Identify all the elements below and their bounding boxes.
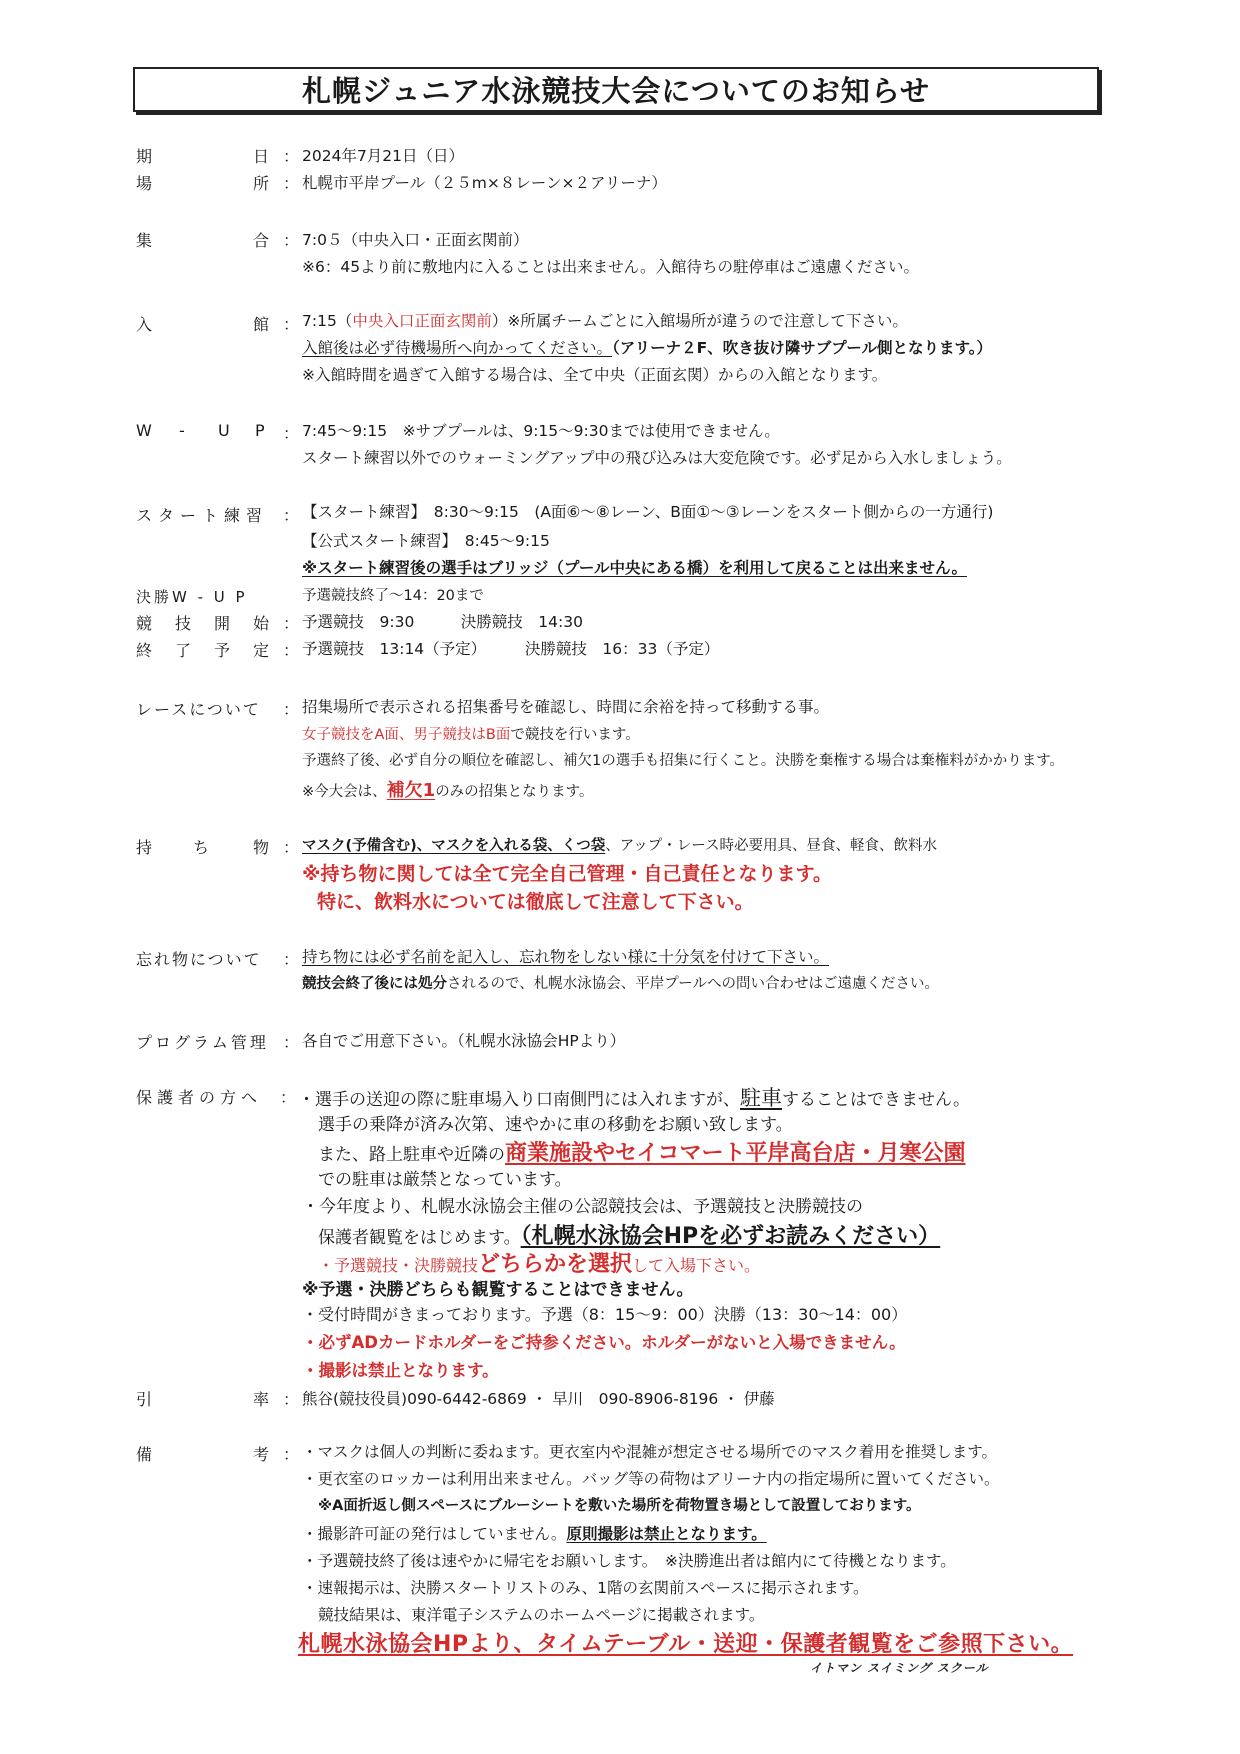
- colon: ：: [280, 1088, 297, 1107]
- label-race: レースについて: [136, 700, 261, 719]
- notes-line8: 札幌水泳協会HPより、タイムテーブル・送迎・保護者観覧をご参照下さい。: [298, 1632, 1074, 1657]
- entry-line2: 入館後は必ず待機場所へ向かってください。（アリーナ２F、吹き抜け隣サブプール側となります。）: [302, 339, 992, 357]
- guardians-line9: ・受付時間がきまっております。予選（8：15～9：00）決勝（13：30～14：00）: [302, 1305, 908, 1324]
- guardians-line5: ・今年度より、札幌水泳協会主催の公認競技会は、予選競技と決勝競技の: [302, 1197, 863, 1217]
- label-final-wup: 決勝W - U P: [136, 588, 248, 606]
- entry-line3: ※入館時間を過ぎて入館する場合は、全て中央（正面玄関）からの入館となります。: [302, 366, 888, 384]
- colon: ：: [283, 1033, 300, 1052]
- guardians-line11: ・撮影は禁止となります。: [302, 1361, 499, 1380]
- guardians-line10: ・必ずADカードホルダーをご持参ください。ホルダーがないと入場できません。: [302, 1333, 906, 1352]
- guardians-line4: での駐車は厳禁となっています。: [318, 1170, 572, 1190]
- date-value: 2024年7月21日（日）: [302, 147, 465, 165]
- assembly-line2: ※6：45より前に敷地内に入ることは出来ません。入館待ちの駐停車はご遠慮ください。: [302, 258, 920, 276]
- notes-line5: ・予選競技終了後は速やかに帰宅をお願いします。 ※決勝進出者は館内にて待機となります。: [302, 1552, 956, 1570]
- notes-line1: ・マスクは個人の判断に委ねます。更衣室内や混雑が想定させる場所でのマスク着用を推奨します。: [302, 1443, 998, 1461]
- final-wup-value: 予選競技終了～14：20まで: [302, 588, 484, 604]
- place-value: 札幌市平岸プール（２５m×８レーン×２アリーナ）: [302, 174, 667, 192]
- colon: ：: [283, 231, 300, 250]
- colon: ：: [283, 1445, 300, 1464]
- colon: ：: [283, 614, 300, 633]
- colon: ：: [283, 838, 300, 857]
- lost-line1: 持ち物には必ず名前を記入し、忘れ物をしない様に十分気を付けて下さい。: [302, 948, 830, 966]
- entry-line1: 7:15（中央入口正面玄関前）※所属チームごとに入館場所が違うので注意して下さい。: [302, 312, 908, 330]
- title-box: [133, 67, 1099, 112]
- page-title: 札幌ジュニア水泳競技大会についてのお知らせ: [302, 74, 930, 108]
- colon: ：: [283, 641, 300, 660]
- guardians-line6: 保護者観覧をはじめます。（札幌水泳協会HPを必ずお読みください）: [318, 1224, 941, 1249]
- wup-line1: 7:45～9:15 ※サブプールは、9:15～9:30までは使用できません。: [302, 422, 780, 440]
- lost-line2: 競技会終了後には処分されるので、札幌水泳協会、平岸プールへの問い合わせはご遠慮ください。: [302, 976, 939, 992]
- belongings-line1: マスク(予備含む)、マスクを入れる袋、くつ袋、アップ・レース時必要用具、昼食、軽食、飲料水: [302, 838, 938, 854]
- guardians-line8: ※予選・決勝どちらも観覧することはできません。: [302, 1280, 694, 1300]
- colon: ：: [283, 506, 300, 525]
- notes-line3: ※A面折返し側スペースにブルーシートを敷いた場所を荷物置き場として設置しております。: [318, 1498, 921, 1514]
- race-line1: 招集場所で表示される招集番号を確認し、時間に余裕を持って移動する事。: [302, 698, 830, 716]
- belongings-line3: 特に、飲料水については徹底して注意して下さい。: [317, 891, 754, 913]
- label-start-practice: スタート練習: [136, 506, 269, 525]
- start-practice-line3: ※スタート練習後の選手はブリッジ（プール中央にある橋）を利用して戻ることは出来ません。: [302, 559, 967, 577]
- label-guardians: 保護者の方へ: [136, 1088, 263, 1107]
- notes-line7: 競技結果は、東洋電子システムのホームページに掲載されます。: [318, 1606, 765, 1624]
- end-value: 予選競技 13:14（予定） 決勝競技 16：33（予定）: [302, 640, 720, 658]
- race-line4: ※今大会は、補欠1のみの招集となります。: [302, 780, 594, 801]
- wup-line2: スタート練習以外でのウォーミングアップ中の飛び込みは大変危険です。必ず足から入水しましょう。: [302, 449, 1012, 467]
- guardians-line2: 選手の乗降が済み次第、速やかに車の移動をお願い致します。: [318, 1115, 793, 1135]
- start-practice-line1: 【スタート練習】 8:30～9:15 (A面⑥～⑧レーン、B面①～③レーンをスタート側からの一方通行): [302, 503, 994, 521]
- colon: ：: [283, 1390, 300, 1409]
- colon: ：: [283, 174, 300, 193]
- program-value: 各自でご用意下さい。（札幌水泳協会HPより）: [302, 1032, 626, 1050]
- guardians-line1: ・選手の送迎の際に駐車場入り口南側門には入れますが、駐車することはできません。: [298, 1086, 971, 1110]
- guardians-line3: また、路上駐車や近隣の商業施設やセイコマート平岸高台店・月寒公園: [318, 1141, 966, 1166]
- race-line2: 女子競技をA面、男子競技はB面で競技を行います。: [302, 727, 640, 743]
- assembly-line1: 7:0５（中央入口・正面玄関前）: [302, 231, 529, 249]
- notes-line2: ・更衣室のロッカーは利用出来ません。バッグ等の荷物はアリーナ内の指定場所に置いてください。: [302, 1470, 1000, 1488]
- leader-value: 熊谷(競技役員)090-6442-6869 ・ 早川 090-8906-8196 ・ 伊藤: [302, 1390, 775, 1408]
- belongings-line2: ※持ち物に関しては全て完全自己管理・自己責任となります。: [302, 863, 832, 885]
- notes-line6: ・速報掲示は、決勝スタートリストのみ、1階の玄関前スペースに掲示されます。: [302, 1579, 869, 1597]
- notes-line4: ・撮影許可証の発行はしていません。原則撮影は禁止となります。: [302, 1525, 767, 1543]
- start-value: 予選競技 9:30 決勝競技 14:30: [302, 613, 583, 631]
- colon: ：: [283, 315, 300, 334]
- guardians-line7: ・予選競技・決勝競技どちらかを選択して入場下さい。: [318, 1252, 761, 1277]
- race-line3: 予選終了後、必ず自分の順位を確認し、補欠1の選手も招集に行くこと。決勝を棄権する場合は棄権料がかかります。: [302, 753, 1065, 769]
- colon: ：: [283, 950, 300, 969]
- label-lost: 忘れ物について: [136, 950, 262, 969]
- logo: イトマン スイミング スクール: [810, 1661, 989, 1675]
- colon: ：: [283, 424, 300, 443]
- colon: ：: [283, 700, 300, 719]
- label-program: プログラム管理: [136, 1033, 269, 1052]
- colon: ：: [283, 147, 300, 166]
- start-practice-line2: 【公式スタート練習】 8:45～9:15: [302, 532, 550, 550]
